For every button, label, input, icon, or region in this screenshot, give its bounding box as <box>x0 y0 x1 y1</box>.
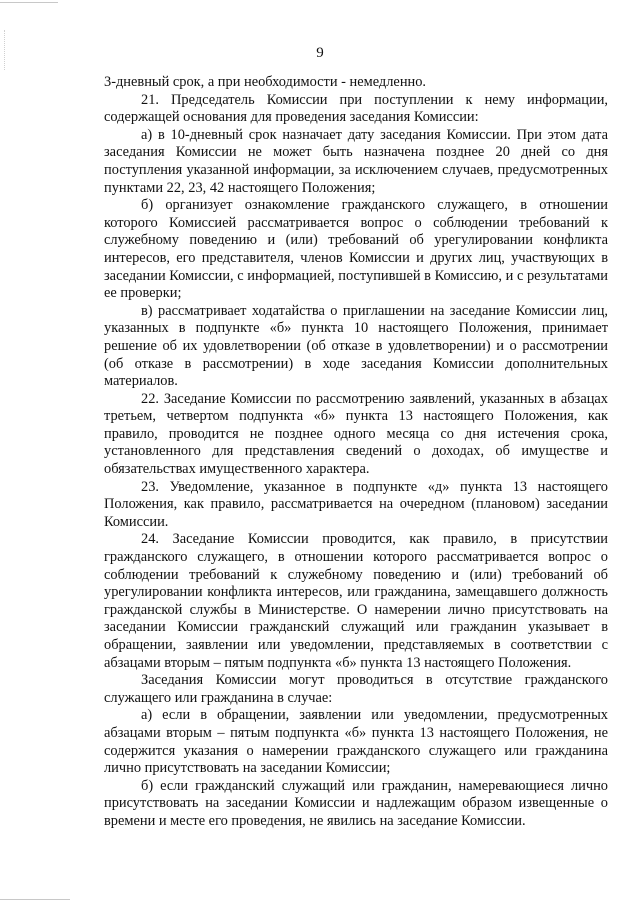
paragraph-item-21a: а) в 10-дневный срок назначает дату заседания Комиссии. При этом дата заседания Комиссии не может быть назначена позднее 20 дней со дня поступления указанной информации, за исключением случаев, предусмотренных пунктами 22, 23, 42 настоящего Положения; <box>104 126 608 196</box>
paragraph-item-21b: б) организует ознакомление гражданского служащего, в отношении которого Комиссией рассматривается вопрос о соблюдении требований к служебному поведению и (или) требований об урегулировании конфликта интересов, его представителя, членов Комиссии и других лиц, участвующих в заседании Комиссии, с информацией, поступившей в Комиссию, и с результатами ее проверки; <box>104 197 608 302</box>
paragraph-absence-a: а) если в обращении, заявлении или уведомлении, предусмотренных абзацами вторым – пятым подпункта «б» пункта 13 настоящего Положения, не содержится указания о намерении гражданского служащего или гражданина лично присутствовать на заседании Комиссии; <box>104 707 608 777</box>
paragraph-item-21c: в) рассматривает ходатайства о приглашении на заседание Комиссии лиц, указанных в подпункте «б» пункта 10 настоящего Положения, принимает решение об их удовлетворении (об отказе в удовлетворении) и о рассмотрении (об отказе в рассмотрении) в ходе заседания Комиссии дополнительных материалов. <box>104 302 608 390</box>
document-body <box>104 74 608 831</box>
paragraph-item-23: 23. Уведомление, указанное в подпункте «д» пункта 13 настоящего Положения, как правило, рассматривается на очередном (плановом) заседании Комиссии. <box>104 478 608 530</box>
paragraph-item-24: 24. Заседание Комиссии проводится, как правило, в присутствии гражданского служащего, в отношении которого рассматривается вопрос о соблюдении требований к служебному поведению и (или) требований об урегулировании конфликта интересов, или гражданина, замещавшего должность гражданской службы в Министерстве. О намерении лично присутствовать на заседании Комиссии гражданский служащий или гражданин указывает в обращении, заявлении или уведомлении, представляемых в соответствии с абзацами вторым – пятым подпункта «б» пункта 13 настоящего Положения. <box>104 531 608 671</box>
paragraph-absence-b: б) если гражданский служащий или гражданин, намеревающиеся лично присутствовать на заседании Комиссии и надлежащим образом извещенные о времени и месте его проведения, не явились на заседание Комиссии. <box>104 777 608 829</box>
paragraph-absence-intro: Заседания Комиссии могут проводиться в отсутствие гражданского служащего или гражданина в случае: <box>104 672 608 706</box>
paragraph-item-21: 21. Председатель Комиссии при поступлении к нему информации, содержащей основания для проведения заседания Комиссии: <box>104 91 608 126</box>
paragraph-item-22: 22. Заседание Комиссии по рассмотрению заявлений, указанных в абзацах третьем, четвертом подпункта «б» пункта 13 настоящего Положения, как правило, проводится не позднее одного месяца со дня истечения срока, установленного для представления сведений о доходах, об имуществе и обязательствах имущественного характера. <box>104 390 608 478</box>
paragraph-continuation: 3-дневный срок, а при необходимости - немедленно. <box>104 74 427 90</box>
scan-edge-mark <box>0 899 70 901</box>
scan-edge-mark <box>0 2 58 4</box>
page-number: 9 <box>316 45 324 61</box>
